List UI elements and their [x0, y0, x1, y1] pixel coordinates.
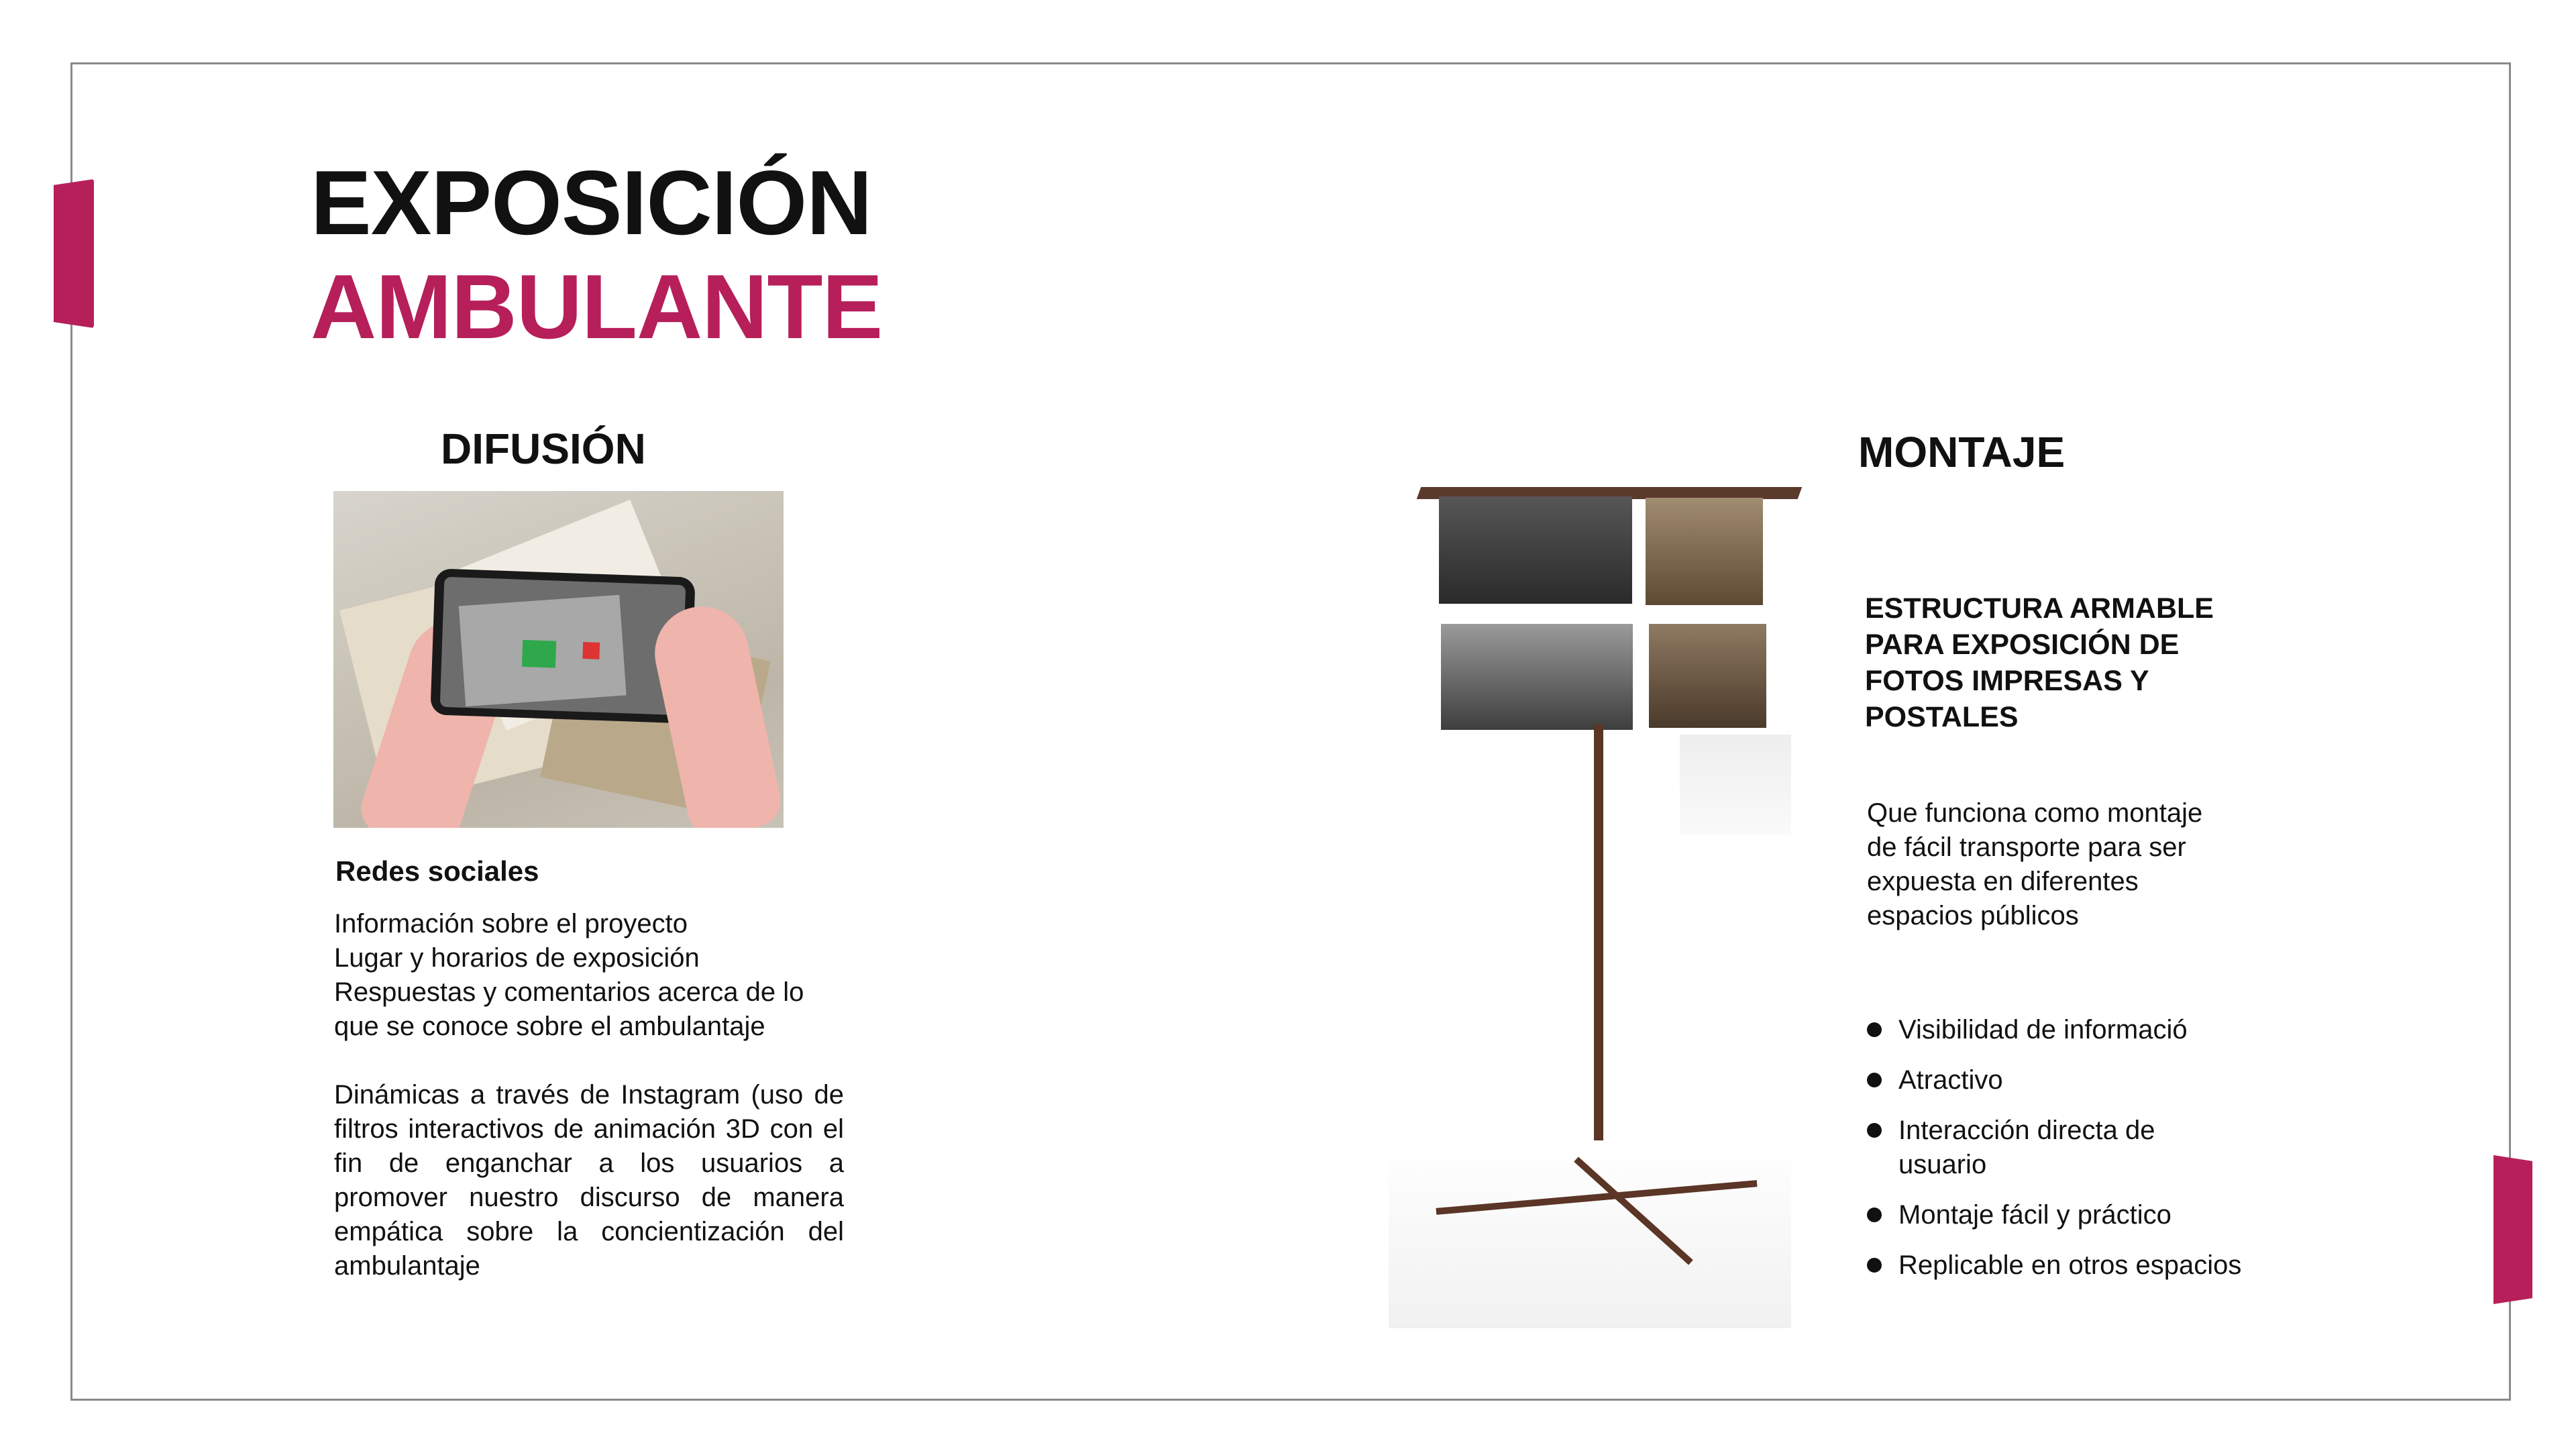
title-line-1: EXPOSICIÓN: [311, 152, 872, 254]
bullet-icon: [1867, 1258, 1882, 1273]
list-item: Replicable en otros espacios: [1867, 1248, 2243, 1283]
list-item: Respuestas y comentarios acerca de lo: [334, 977, 804, 1007]
list-item: Interacción directa de usuario: [1867, 1114, 2243, 1182]
stand-photo: [1441, 624, 1633, 730]
bullet-icon: [1867, 1123, 1882, 1138]
montaje-description: Que funciona como montaje de fácil transporte para ser expuesta en diferentes espacios públicos: [1867, 798, 2203, 930]
difusion-heading: DIFUSIÓN: [441, 425, 646, 473]
difusion-info-list: [334, 907, 804, 1044]
bullet-icon: [1867, 1208, 1882, 1222]
bullet-icon: [1867, 1073, 1882, 1087]
redes-sociales-label: Redes sociales: [335, 855, 539, 887]
ar-tablet-photo: [333, 491, 784, 828]
dinamicas-paragraph: Dinámicas a través de Instagram (uso de filtros interactivos de animación 3D con el fin de enganchar a los usuarios a promover nuestro discurso de manera empática sobre la concientización del ambulantaje: [334, 1080, 844, 1281]
list-item: Visibilidad de informació: [1867, 1013, 2243, 1047]
title-line-2: AMBULANTE: [311, 256, 883, 358]
list-item: Atractivo: [1867, 1063, 2243, 1097]
bullet-icon: [1867, 1022, 1882, 1037]
accent-tab-right: [2493, 1155, 2532, 1304]
exhibition-stand-render: [1382, 470, 1811, 1328]
stand-pole: [1594, 724, 1603, 1140]
list-item: Información sobre el proyecto: [334, 909, 688, 938]
stand-photo: [1649, 624, 1766, 728]
montaje-heading: MONTAJE: [1858, 428, 2065, 476]
list-item: Lugar y horarios de exposición: [334, 943, 700, 973]
list-item: Montaje fácil y práctico: [1867, 1198, 2243, 1232]
accent-tab-left: [54, 179, 94, 328]
stand-photo-blank: [1680, 735, 1791, 835]
stand-photo: [1439, 496, 1632, 604]
montaje-bullet-list: [1867, 1013, 2243, 1299]
slide-title: [311, 151, 882, 359]
estructura-heading: ESTRUCTURA ARMABLE PARA EXPOSICIÓN DE FOTOS IMPRESAS Y POSTALES: [1865, 592, 2214, 733]
list-item: que se conoce sobre el ambulantaje: [334, 1012, 765, 1041]
stand-photo: [1646, 498, 1763, 605]
